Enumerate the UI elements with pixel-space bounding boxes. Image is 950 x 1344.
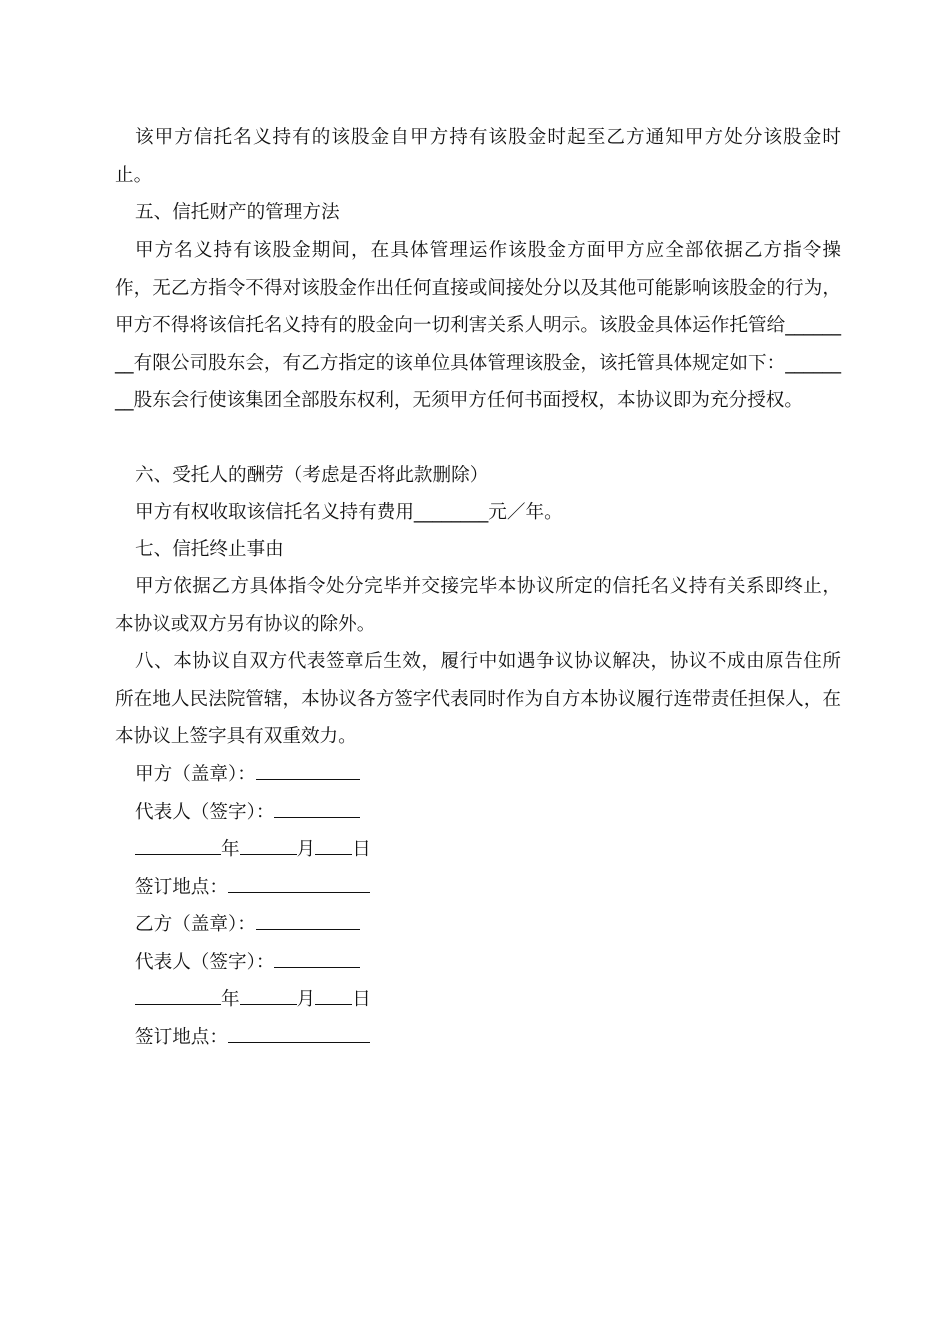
party-a-place-blank [228, 876, 370, 893]
party-a-year-label: 年 [221, 839, 240, 860]
party-a-year-blank [135, 838, 221, 855]
party-a-seal-line [135, 756, 360, 794]
party-b-rep-label: 代表人（签字）： [135, 952, 275, 973]
party-a-date-line [135, 831, 371, 869]
party-b-year-blank [135, 988, 221, 1005]
section-6-heading: 六、受托人的酬劳（考虑是否将此款删除） [135, 465, 489, 486]
party-b-place-blank [228, 1026, 370, 1043]
party-a-seal-label: 甲方（盖章）： [135, 764, 256, 785]
party-a-place-line [135, 869, 370, 907]
party-b-seal-blank [256, 913, 360, 930]
party-b-place-label: 签订地点： [135, 1027, 228, 1048]
party-b-seal-label: 乙方（盖章）： [135, 914, 256, 935]
party-a-place-label: 签订地点： [135, 877, 228, 898]
party-b-date-line [135, 981, 371, 1019]
party-b-rep-line [135, 944, 360, 982]
section-7-heading: 七、信托终止事由 [135, 539, 284, 560]
party-a-day-label: 日 [352, 839, 371, 860]
trust-term-paragraph: 该甲方信托名义持有的该股金自甲方持有该股金时起至乙方通知甲方处分该股金时止。 [115, 127, 841, 186]
party-b-seal-line [135, 906, 360, 944]
section-5-paragraph: 甲方名义持有该股金期间，在具体管理运作该股金方面甲方应全部依据乙方指令操作，无乙方指令不得对该股金作出任何直接或间接处分以及其他可能影响该股金的行为，甲方不得将该信托名义持有的股金向一切利害关系人明示。该股金具体运作托管给________有限公司股东会，有乙方指定的该单位具体管理该股金，该托管具体规定如下：________股东会行使该集团全部股东权利，无须甲方任何书面授权，本协议即为充分授权。 [115, 240, 841, 411]
party-a-rep-blank [274, 801, 360, 818]
party-a-day-blank [315, 838, 352, 855]
party-b-month-label: 月 [296, 989, 316, 1010]
section-6-paragraph: 甲方有权收取该信托名义持有费用________元／年。 [135, 502, 563, 523]
party-a-rep-line [135, 794, 360, 832]
party-b-place-line [135, 1019, 370, 1057]
party-b-day-blank [315, 988, 352, 1005]
party-b-rep-blank [274, 951, 360, 968]
party-a-rep-label: 代表人（签字）： [135, 802, 275, 823]
party-b-day-label: 日 [352, 989, 371, 1010]
party-b-month-blank [240, 988, 297, 1005]
party-b-year-label: 年 [221, 989, 240, 1010]
section-8-paragraph: 八、本协议自双方代表签章后生效，履行中如遇争议协议解决，协议不成由原告住所所在地人民法院管辖，本协议各方签字代表同时作为自方本协议履行连带责任担保人，在本协议上签字具有双重效力。 [115, 651, 841, 747]
section-5-heading: 五、信托财产的管理方法 [135, 202, 340, 223]
party-a-seal-blank [256, 763, 360, 780]
section-7-paragraph: 甲方依据乙方具体指令处分完毕并交接完毕本协议所定的信托名义持有关系即终止，本协议或双方另有协议的除外。 [115, 576, 841, 635]
party-a-month-label: 月 [296, 839, 316, 860]
party-a-month-blank [240, 838, 297, 855]
